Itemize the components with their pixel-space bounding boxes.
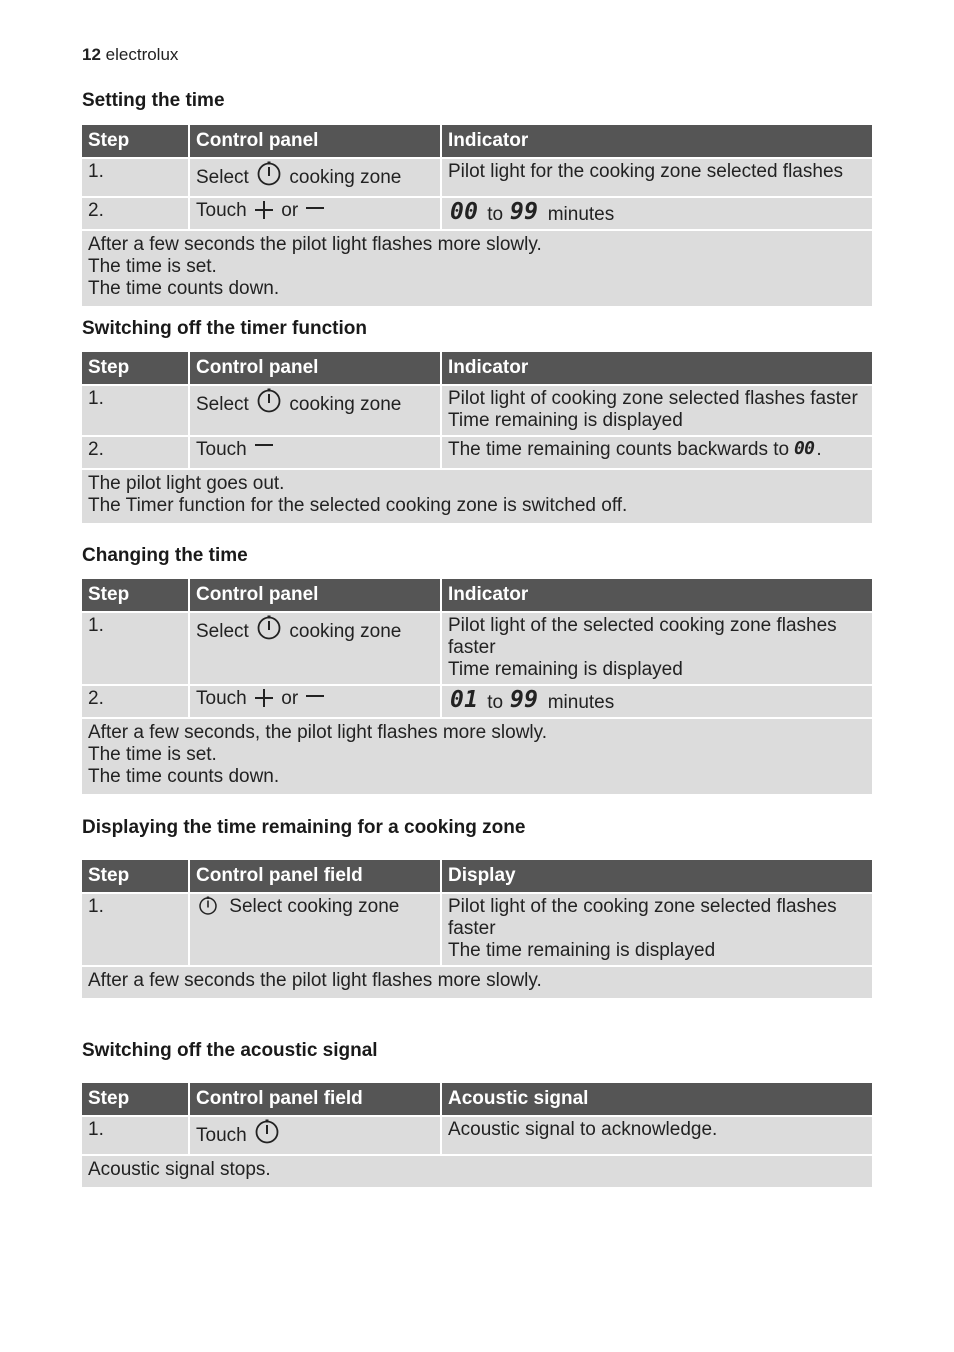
cp-text-cooking-zone: cooking zone bbox=[289, 394, 402, 415]
section-title-display-remaining: Displaying the time remaining for a cooking zone bbox=[82, 817, 526, 838]
table-header-row bbox=[82, 860, 872, 894]
table-row bbox=[82, 894, 872, 967]
section-title-changing-time: Changing the time bbox=[82, 545, 248, 566]
table-row bbox=[82, 437, 872, 470]
svg-text:00: 00 bbox=[450, 200, 478, 222]
section-title-setting-time: Setting the time bbox=[82, 90, 225, 111]
brand-name: electrolux bbox=[105, 45, 179, 64]
note-line: The time is set. bbox=[88, 256, 217, 277]
indicator-line: Time remaining is displayed bbox=[448, 410, 683, 431]
section-title-timer-off: Switching off the timer function bbox=[82, 318, 367, 339]
svg-text:00: 00 bbox=[794, 439, 816, 457]
step-number: 2. bbox=[82, 198, 190, 231]
note-cell bbox=[82, 1156, 872, 1189]
display-value-zero bbox=[794, 439, 816, 457]
header-step: Step bbox=[82, 860, 190, 894]
header-indicator: Indicator bbox=[442, 125, 872, 159]
indicator-to: to bbox=[487, 204, 504, 225]
indicator-cell: Pilot light for the cooking zone selected flashes bbox=[442, 159, 872, 198]
table-row bbox=[82, 1117, 872, 1156]
indicator-line: The time remaining is displayed bbox=[448, 940, 716, 961]
note-line: After a few seconds, the pilot light flashes more slowly. bbox=[88, 722, 548, 743]
cp-text-cooking-zone: cooking zone bbox=[289, 621, 402, 642]
indicator-line: faster bbox=[448, 637, 496, 658]
indicator-line: Pilot light of the cooking zone selected flashes bbox=[448, 896, 837, 917]
table-row bbox=[82, 198, 872, 231]
indicator-cell bbox=[442, 437, 872, 470]
minus-icon bbox=[254, 439, 274, 465]
svg-text:01: 01 bbox=[450, 688, 478, 710]
cp-text-cooking-zone: cooking zone bbox=[289, 167, 402, 188]
svg-text:99: 99 bbox=[510, 200, 539, 222]
note-line: After a few seconds the pilot light flashes more slowly. bbox=[88, 970, 542, 991]
cp-text-touch: Touch bbox=[196, 688, 247, 709]
note-line: Acoustic signal stops. bbox=[88, 1159, 271, 1180]
page-number: 12 bbox=[82, 45, 101, 64]
step-number: 1. bbox=[82, 1117, 190, 1156]
indicator-line: Pilot light of cooking zone selected flashes faster bbox=[448, 388, 858, 409]
control-panel-cell bbox=[190, 894, 442, 967]
section-title-acoustic-off: Switching off the acoustic signal bbox=[82, 1040, 378, 1061]
indicator-cell: Acoustic signal to acknowledge. bbox=[442, 1117, 872, 1156]
note-line: The time counts down. bbox=[88, 278, 280, 299]
table-timer-off bbox=[82, 352, 872, 525]
header-control-panel-field: Control panel field bbox=[190, 860, 442, 894]
cp-text-or: or bbox=[281, 200, 299, 221]
indicator-to: to bbox=[487, 692, 504, 713]
indicator-unit: minutes bbox=[547, 204, 615, 225]
page-header bbox=[82, 45, 178, 65]
timer-icon bbox=[198, 896, 218, 922]
indicator-text: The time remaining counts backwards to bbox=[448, 439, 790, 460]
indicator-line: Pilot light of the selected cooking zone flashes bbox=[448, 615, 837, 636]
display-value-to bbox=[510, 200, 540, 222]
cp-text-or: or bbox=[281, 688, 299, 709]
header-step: Step bbox=[82, 579, 190, 613]
table-note-row bbox=[82, 719, 872, 796]
note-cell bbox=[82, 231, 872, 308]
table-header-row bbox=[82, 579, 872, 613]
table-changing-time bbox=[82, 579, 872, 796]
display-value-from bbox=[450, 688, 480, 710]
note-cell bbox=[82, 719, 872, 796]
control-panel-cell bbox=[190, 437, 442, 470]
step-number: 1. bbox=[82, 386, 190, 437]
cp-text-touch: Touch bbox=[196, 1125, 247, 1146]
table-display-remaining bbox=[82, 860, 872, 1000]
display-value-to bbox=[510, 688, 540, 710]
plus-icon bbox=[254, 200, 274, 226]
note-cell bbox=[82, 470, 872, 525]
indicator-cell bbox=[442, 613, 872, 686]
control-panel-cell bbox=[190, 613, 442, 686]
table-header-row bbox=[82, 1083, 872, 1117]
timer-icon bbox=[254, 1119, 280, 1151]
cp-text-select: Select bbox=[196, 167, 249, 188]
note-line: The Timer function for the selected cooking zone is switched off. bbox=[88, 495, 628, 516]
header-control-panel: Control panel bbox=[190, 352, 442, 386]
header-step: Step bbox=[82, 352, 190, 386]
svg-text:99: 99 bbox=[510, 688, 539, 710]
indicator-line: Time remaining is displayed bbox=[448, 659, 683, 680]
table-header-row bbox=[82, 125, 872, 159]
control-panel-cell bbox=[190, 686, 442, 719]
note-line: After a few seconds the pilot light flashes more slowly. bbox=[88, 234, 542, 255]
header-control-panel-field: Control panel field bbox=[190, 1083, 442, 1117]
header-acoustic-signal: Acoustic signal bbox=[442, 1083, 872, 1117]
header-control-panel: Control panel bbox=[190, 125, 442, 159]
indicator-cell bbox=[442, 686, 872, 719]
control-panel-cell bbox=[190, 198, 442, 231]
plus-icon bbox=[254, 688, 274, 714]
note-cell bbox=[82, 967, 872, 1000]
step-number: 2. bbox=[82, 686, 190, 719]
step-number: 1. bbox=[82, 894, 190, 967]
control-panel-cell bbox=[190, 386, 442, 437]
note-line: The time is set. bbox=[88, 744, 217, 765]
step-number: 1. bbox=[82, 613, 190, 686]
header-step: Step bbox=[82, 125, 190, 159]
timer-icon bbox=[256, 161, 282, 193]
indicator-cell bbox=[442, 198, 872, 231]
control-panel-cell bbox=[190, 159, 442, 198]
indicator-line: faster bbox=[448, 918, 496, 939]
cp-text-touch: Touch bbox=[196, 200, 247, 221]
cp-text-select-cooking-zone: Select cooking zone bbox=[229, 896, 400, 917]
table-setting-time bbox=[82, 125, 872, 308]
table-row bbox=[82, 386, 872, 437]
display-value-from bbox=[450, 200, 480, 222]
table-row bbox=[82, 686, 872, 719]
note-line: The time counts down. bbox=[88, 766, 280, 787]
header-indicator: Indicator bbox=[442, 352, 872, 386]
header-control-panel: Control panel bbox=[190, 579, 442, 613]
step-number: 2. bbox=[82, 437, 190, 470]
table-acoustic-off bbox=[82, 1083, 872, 1189]
cp-text-select: Select bbox=[196, 621, 249, 642]
table-row bbox=[82, 159, 872, 198]
header-step: Step bbox=[82, 1083, 190, 1117]
header-indicator: Indicator bbox=[442, 579, 872, 613]
note-line: The pilot light goes out. bbox=[88, 473, 285, 494]
timer-icon bbox=[256, 615, 282, 647]
indicator-period: . bbox=[816, 439, 822, 460]
cp-text-touch: Touch bbox=[196, 439, 247, 460]
table-row bbox=[82, 613, 872, 686]
table-note-row bbox=[82, 231, 872, 308]
control-panel-cell bbox=[190, 1117, 442, 1156]
indicator-unit: minutes bbox=[547, 692, 615, 713]
timer-icon bbox=[256, 388, 282, 420]
minus-icon bbox=[305, 200, 325, 226]
table-header-row bbox=[82, 352, 872, 386]
header-display: Display bbox=[442, 860, 872, 894]
indicator-cell bbox=[442, 386, 872, 437]
table-note-row bbox=[82, 967, 872, 1000]
table-note-row bbox=[82, 1156, 872, 1189]
indicator-cell bbox=[442, 894, 872, 967]
minus-icon bbox=[305, 688, 325, 714]
table-note-row bbox=[82, 470, 872, 525]
step-number: 1. bbox=[82, 159, 190, 198]
cp-text-select: Select bbox=[196, 394, 249, 415]
